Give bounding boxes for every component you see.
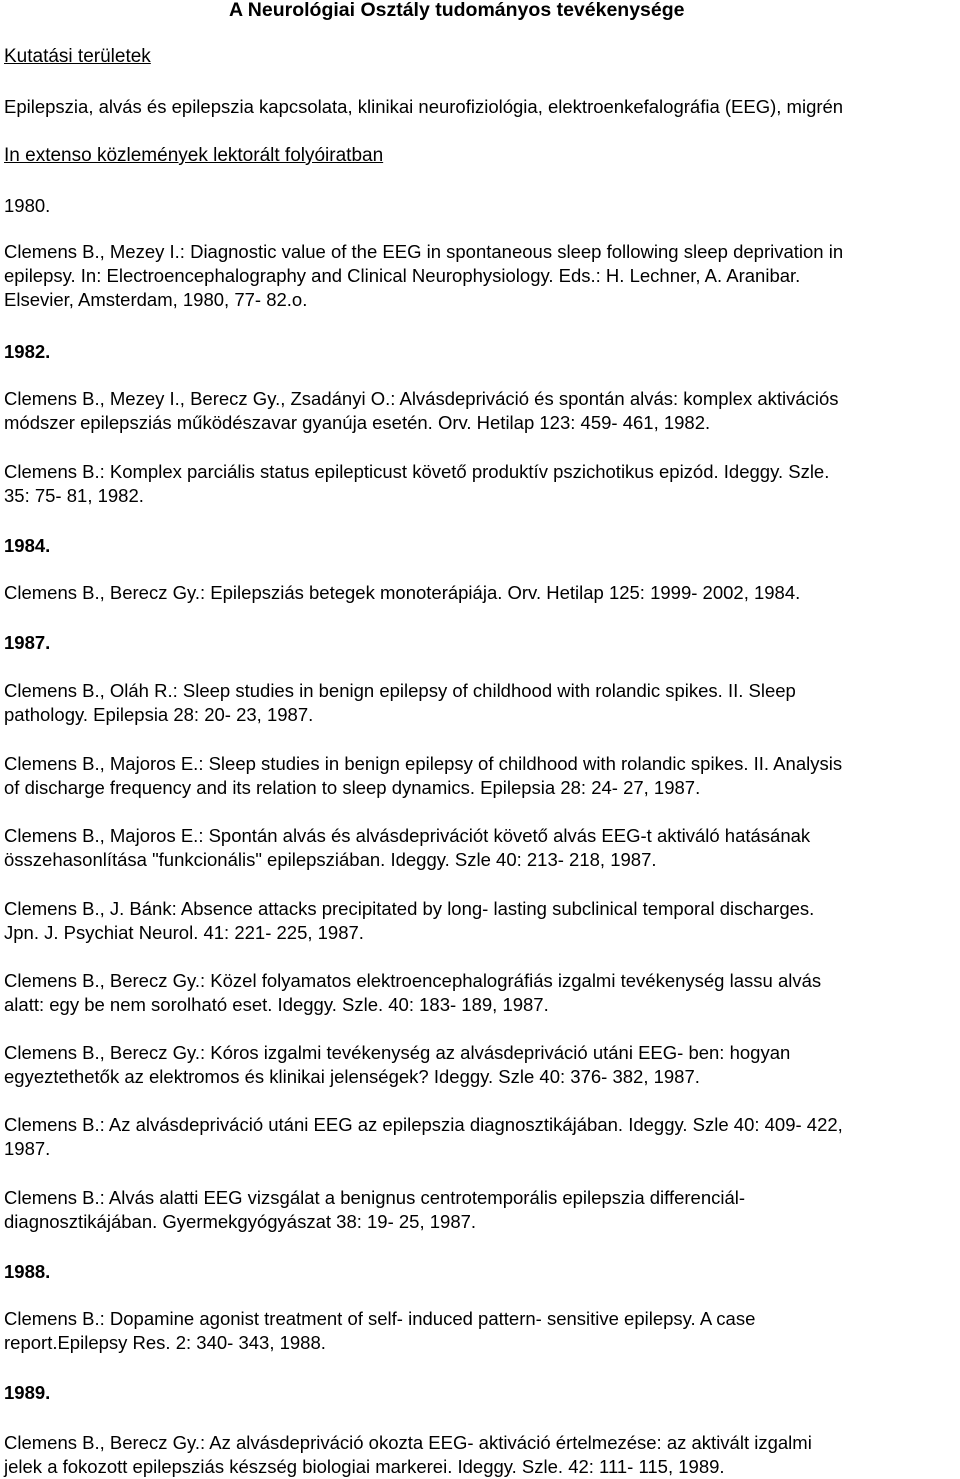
publication-entry xyxy=(4,240,960,312)
year-heading-1989: 1989. xyxy=(4,1382,51,1403)
publication-entry xyxy=(4,679,960,727)
publication-entry xyxy=(4,897,960,945)
entry-line: 35: 75- 81, 1982. xyxy=(4,485,144,506)
entry-line: report.Epilepsy Res. 2: 340- 343, 1988. xyxy=(4,1332,326,1353)
research-areas-heading: Kutatási területek xyxy=(4,46,151,67)
publications-heading: In extenso közlemények lektorált folyóiratban xyxy=(4,145,384,166)
entry-line: Elsevier, Amsterdam, 1980, 77- 82.o. xyxy=(4,289,308,310)
entry-line: összehasonlítása "funkcionális" epilepsziában. Ideggy. Szle 40: 213- 218, 1987. xyxy=(4,849,657,870)
publication-entry xyxy=(4,1041,960,1089)
publication-entry xyxy=(4,581,960,605)
publication-entry xyxy=(4,824,960,872)
entry-line: diagnosztikájában. Gyermekgyógyászat 38: 19- 25, 1987. xyxy=(4,1211,477,1232)
entry-line: epilepsy. In: Electroencephalography and Clinical Neurophysiology. Eds.: H. Lechner, A. Aranibar. xyxy=(4,265,801,286)
publication-entry xyxy=(4,969,960,1017)
year-heading-1982: 1982. xyxy=(4,341,51,362)
publication-entry xyxy=(4,1113,960,1161)
entry-line: alatt: egy be nem sorolható eset. Ideggy. Szle. 40: 183- 189, 1987. xyxy=(4,994,549,1015)
document-title: A Neurológiai Osztály tudományos tevékenysége xyxy=(229,0,685,21)
entry-line: Clemens B., Berecz Gy.: Közel folyamatos elektroencephalográfiás izgalmi tevékenység lassu alvás xyxy=(4,970,822,991)
publication-entry xyxy=(4,460,960,508)
entry-line: Clemens B., Berecz Gy.: Az alvásdepriváció okozta EEG- aktiváció értelmezése: az aktivált izgalmi xyxy=(4,1432,812,1453)
entry-line: Clemens B., Mezey I.: Diagnostic value of the EEG in spontaneous sleep following sleep deprivation in xyxy=(4,241,844,262)
entry-line: Clemens B., Majoros E.: Sleep studies in benign epilepsy of childhood with rolandic spikes. II. Analysis xyxy=(4,753,843,774)
entry-line: módszer epilepsziás működészavar gyanúja esetén. Orv. Hetilap 123: 459- 461, 1982. xyxy=(4,412,711,433)
year-heading-1980: 1980. xyxy=(4,195,51,216)
entry-line: Clemens B.: Az alvásdepriváció utáni EEG az epilepszia diagnosztikájában. Ideggy. Szle 40: 409- 422, xyxy=(4,1114,843,1135)
year-heading-1987: 1987. xyxy=(4,632,51,653)
year-heading-1988: 1988. xyxy=(4,1261,51,1282)
research-areas-text: Epilepszia, alvás és epilepszia kapcsolata, klinikai neurofiziológia, elektroenkefalográfia (EEG), migrén xyxy=(4,96,844,117)
publication-entry xyxy=(4,752,960,800)
entry-line: pathology. Epilepsia 28: 20- 23, 1987. xyxy=(4,704,314,725)
entry-line: 1987. xyxy=(4,1138,51,1159)
entry-line: egyeztethetők az elektromos és klinikai jelenségek? Ideggy. Szle 40: 376- 382, 1987. xyxy=(4,1066,700,1087)
publication-entry xyxy=(4,1431,960,1479)
entry-line: Clemens B., Berecz Gy.: Epilepsziás betegek monoterápiája. Orv. Hetilap 125: 1999- 2002, 1984. xyxy=(4,582,801,603)
entry-line: jelek a fokozott epilepsziás készség biologiai markerei. Ideggy. Szle. 42: 111- 115, 1989. xyxy=(4,1456,725,1477)
entry-line: Clemens B., Oláh R.: Sleep studies in benign epilepsy of childhood with rolandic spikes. II. Sleep xyxy=(4,680,796,701)
entry-line: Clemens B.: Dopamine agonist treatment of self- induced pattern- sensitive epilepsy. A case xyxy=(4,1308,756,1329)
year-heading-1984: 1984. xyxy=(4,535,51,556)
publication-entry xyxy=(4,1307,960,1355)
entry-line: of discharge frequency and its relation to sleep dynamics. Epilepsia 28: 24- 27, 1987. xyxy=(4,777,701,798)
entry-line: Clemens B., Majoros E.: Spontán alvás és alvásdeprivációt követő alvás EEG-t aktiváló hatásának xyxy=(4,825,811,846)
publication-entry xyxy=(4,387,960,435)
entry-line: Clemens B., Mezey I., Berecz Gy., Zsadányi O.: Alvásdepriváció és spontán alvás: komplex aktivációs xyxy=(4,388,839,409)
entry-line: Jpn. J. Psychiat Neurol. 41: 221- 225, 1987. xyxy=(4,922,364,943)
publication-entry xyxy=(4,1186,960,1234)
entry-line: Clemens B.: Komplex parciális status epilepticust követő produktív pszichotikus epizód. Ideggy. Szle. xyxy=(4,461,830,482)
entry-line: Clemens B.: Alvás alatti EEG vizsgálat a benignus centrotemporális epilepszia differenciál- xyxy=(4,1187,746,1208)
entry-line: Clemens B., Berecz Gy.: Kóros izgalmi tevékenység az alvásdepriváció utáni EEG- ben: hogyan xyxy=(4,1042,791,1063)
entry-line: Clemens B., J. Bánk: Absence attacks precipitated by long- lasting subclinical temporal discharges. xyxy=(4,898,815,919)
